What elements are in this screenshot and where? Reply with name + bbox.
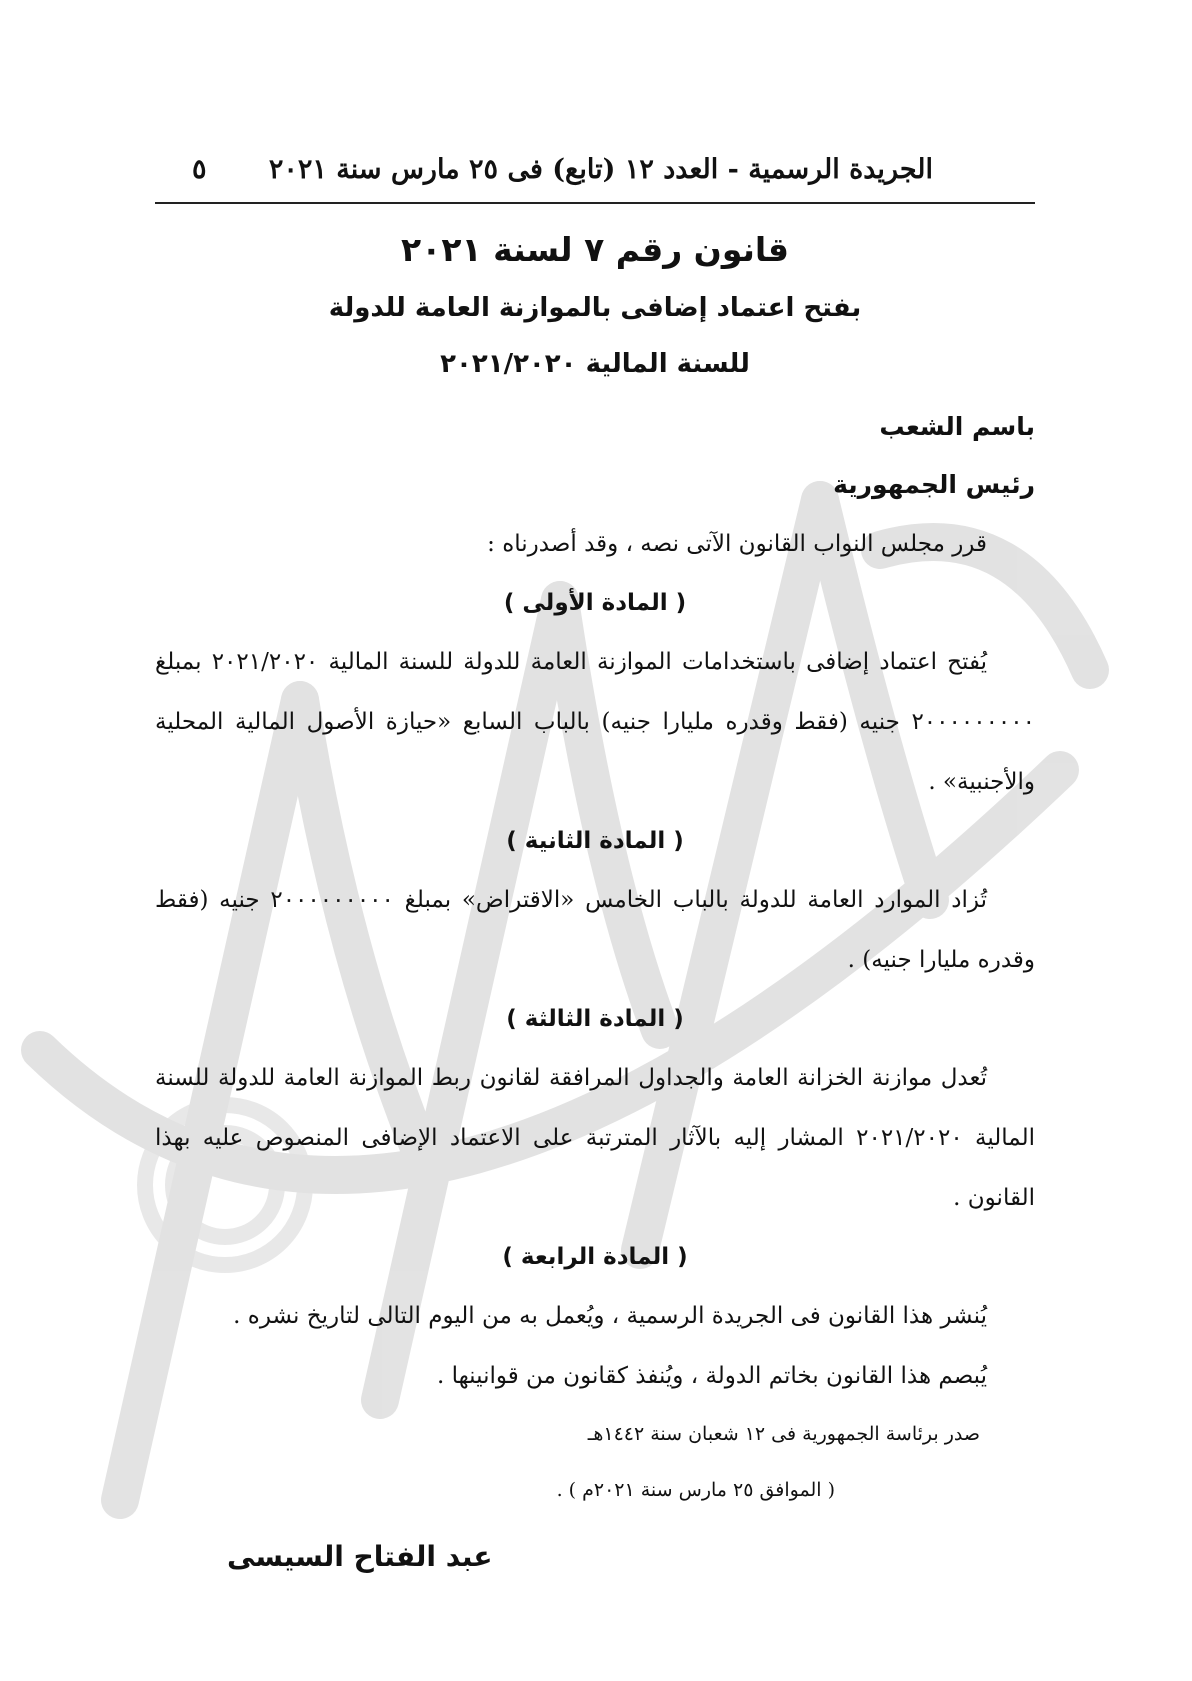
corresponding-date: ( الموافق ٢٥ مارس سنة ٢٠٢١م ) . (556, 1479, 835, 1501)
article-4-text-2: يُبصم هذا القانون بخاتم الدولة ، ويُنفذ كقانون من قوانينها . (436, 1363, 987, 1389)
article-4-heading: ( المادة الرابعة ) (502, 1244, 688, 1270)
law-fiscal-year: للسنة المالية ٢٠٢١/٢٠٢٠ (440, 349, 750, 379)
gazette-header (155, 140, 1035, 204)
law-title: قانون رقم ٧ لسنة ٢٠٢١ (401, 230, 789, 269)
article-3-text: تُعدل موازنة الخزانة العامة والجداول المرافقة لقانون ربط الموازنة العامة للدولة للسنة المالية ٢٠٢١/٢٠٢٠ المشار إليه بالآثار المترتبة على الاعتماد الإضافى المنصوص عليه بهذا القانون . (155, 1065, 1035, 1211)
law-subtitle: بفتح اعتماد إضافى بالموازنة العامة للدولة (328, 293, 862, 323)
article-4-text: يُنشر هذا القانون فى الجريدة الرسمية ، ويُعمل به من اليوم التالى لتاريخ نشره . (233, 1303, 987, 1329)
document-body (155, 140, 1035, 1573)
article-1-heading: ( المادة الأولى ) (503, 590, 687, 616)
header-title: الجريدة الرسمية - العدد ١٢ (تابع) فى ٢٥ مارس سنة ٢٠٢١ (268, 154, 933, 185)
signature: عبد الفتاح السيسى (227, 1540, 493, 1573)
in-the-name-of-people: باسم الشعب (879, 412, 1035, 441)
article-2-heading: ( المادة الثانية ) (506, 828, 684, 854)
president-heading: رئيس الجمهورية (833, 470, 1035, 499)
preamble-intro: قرر مجلس النواب القانون الآتى نصه ، وقد أصدرناه : (487, 531, 987, 557)
page-number: ٥ (192, 154, 207, 185)
article-3-heading: ( المادة الثالثة ) (506, 1006, 684, 1032)
article-1-text: يُفتح اعتماد إضافى باستخدامات الموازنة العامة للدولة للسنة المالية ٢٠٢١/٢٠٢٠ بمبلغ ٢٠٠٠٠٠٠٠٠٠ جنيه (فقط وقدره مليارا جنيه) بالباب السابع «حيازة الأصول المالية المحلية والأجنبية» . (155, 649, 1035, 795)
issued-date: صدر برئاسة الجمهورية فى ١٢ شعبان سنة ١٤٤٢هـ (587, 1423, 980, 1445)
article-2-text: تُزاد الموارد العامة للدولة بالباب الخامس «الاقتراض» بمبلغ ٢٠٠٠٠٠٠٠٠٠ جنيه (فقط وقدره مليارا جنيه) . (155, 887, 1035, 973)
